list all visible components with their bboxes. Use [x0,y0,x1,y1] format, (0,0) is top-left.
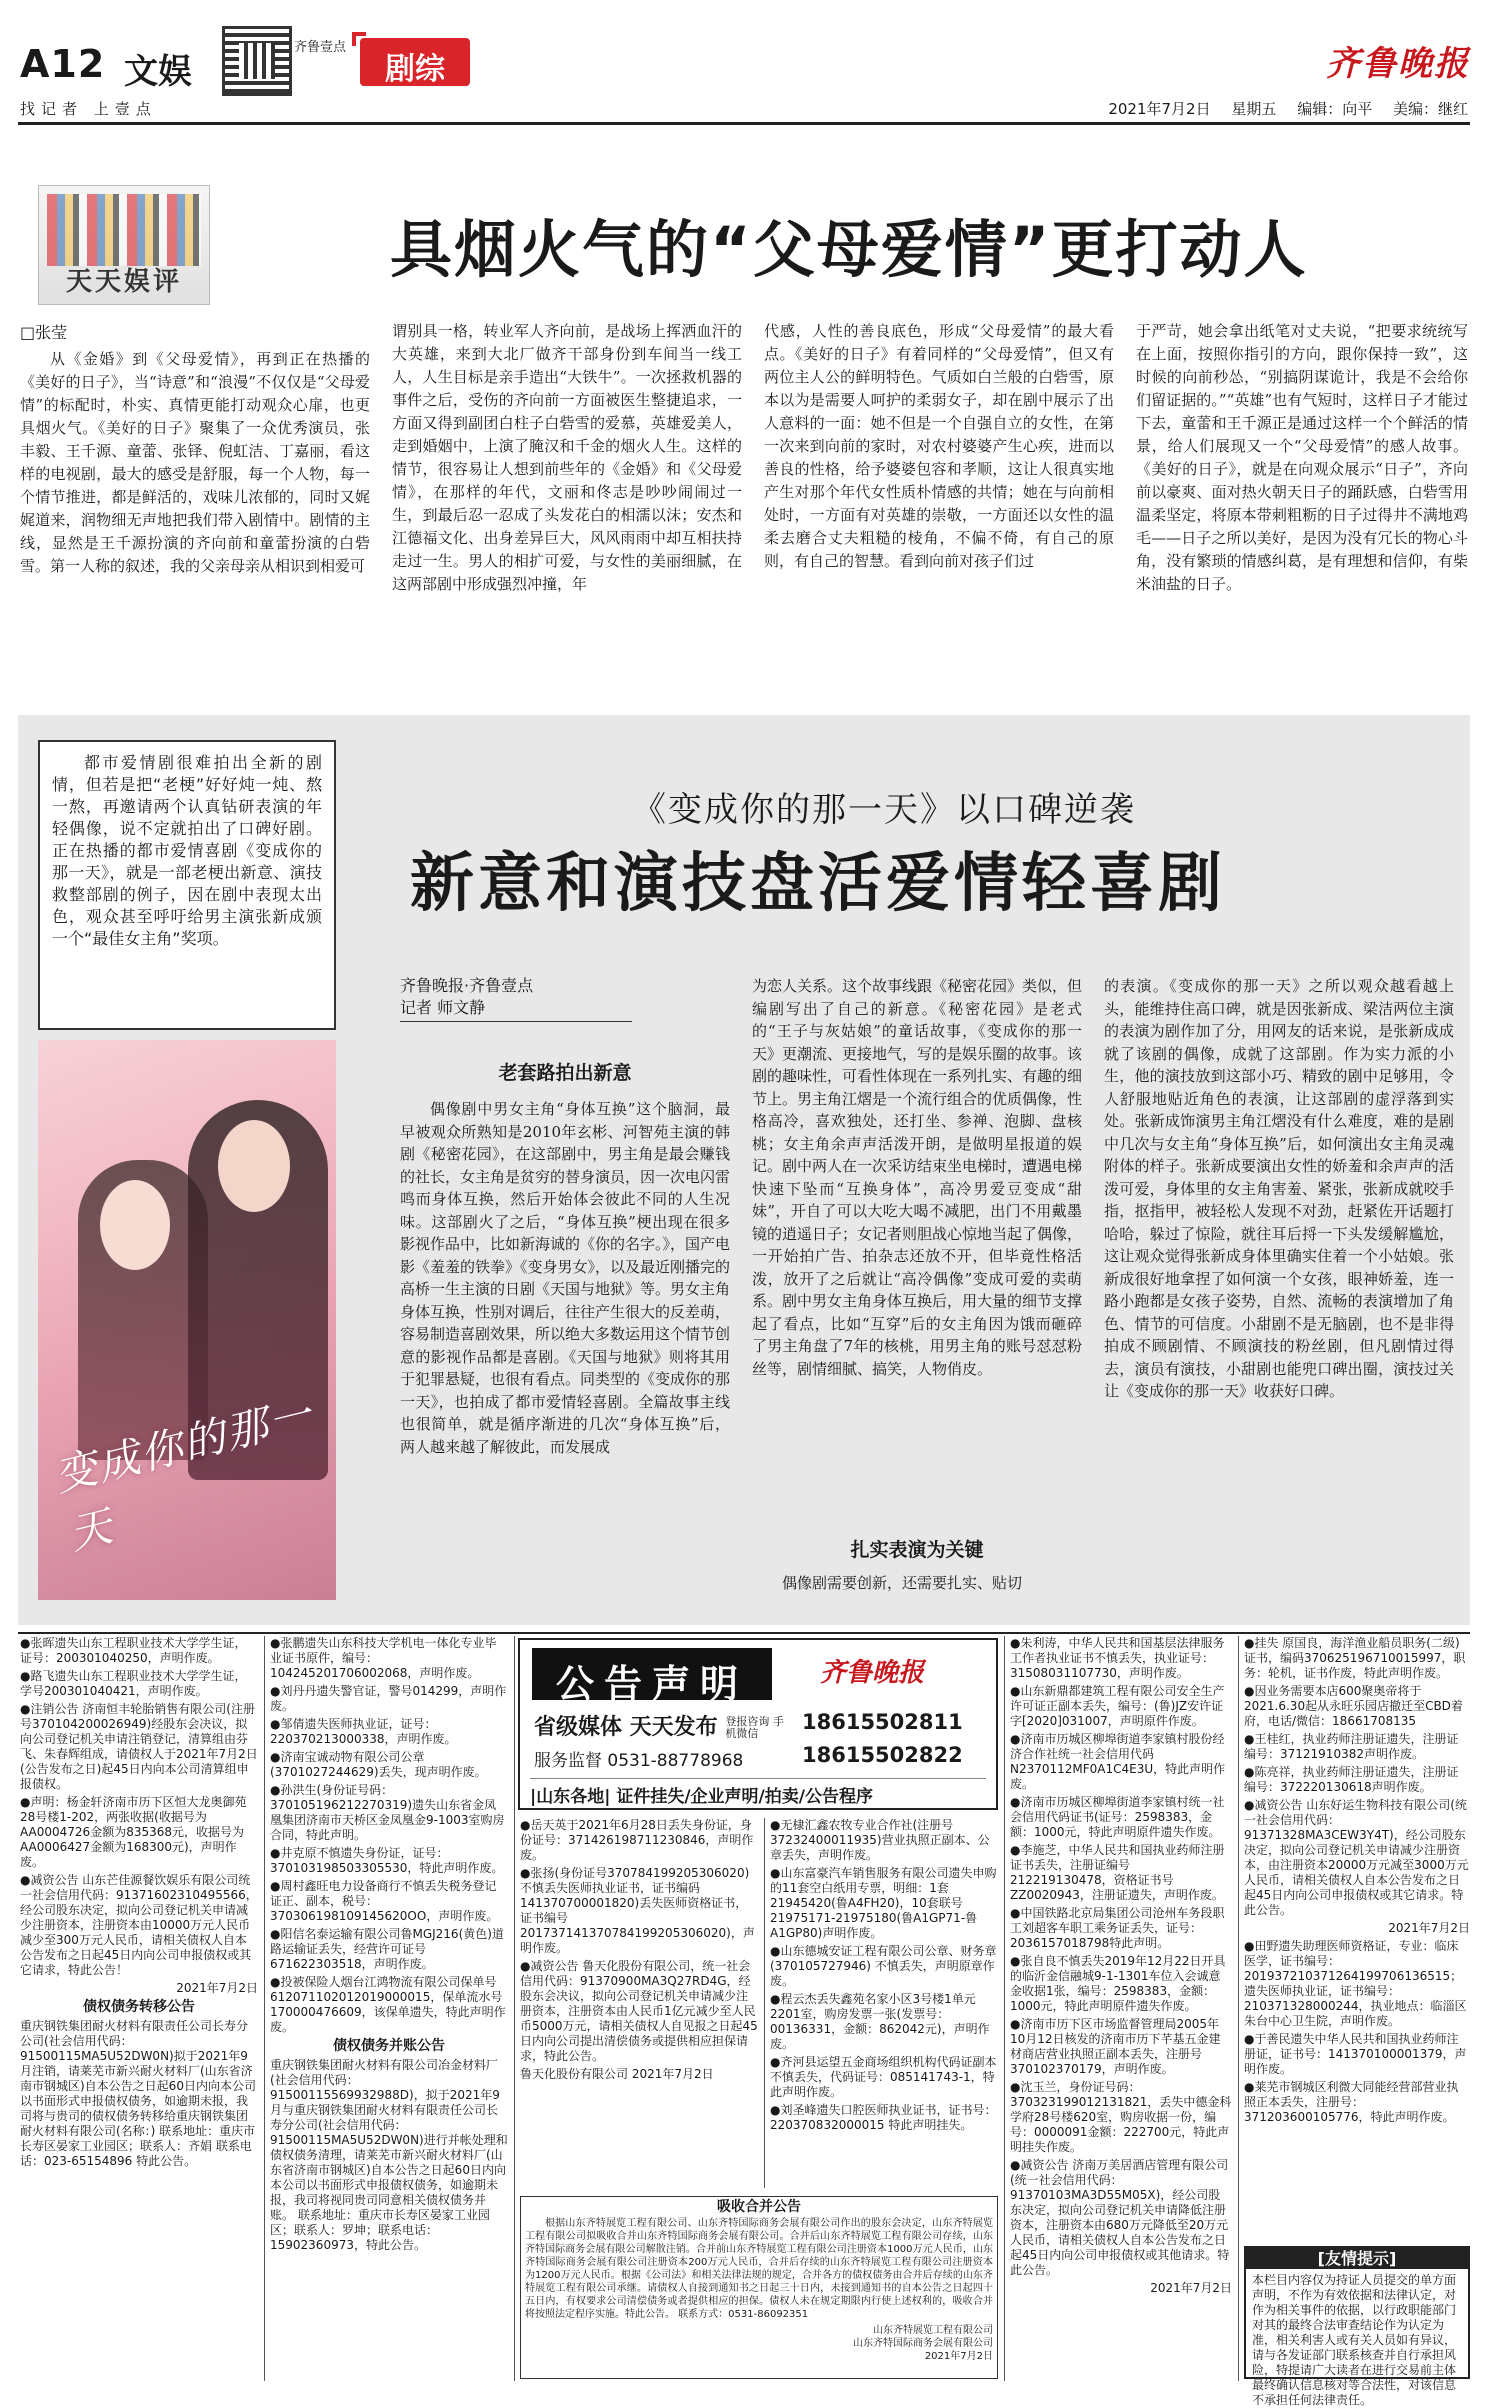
classified-item: ●张鹏遗失山东科技大学机电一体化专业毕业证书原件，编号：104245201706002068，声明作废。 [270,1636,497,1680]
newspaper-logo: 齐鲁晚报 [1326,44,1470,84]
article2-subhead-2: 扎实表演为关键 [850,1539,984,1561]
page-header [0,0,1488,125]
debt-merge-text: 重庆钢铁集团耐火材料有限公司冶金材料厂(社会信用代码：91500115569932988D)，拟于2021年9月与重庆钢铁集团耐火材料有限责任公司长寿分公司(社会信用代码：91500115MA5U52DW0N)进行并帐处理和债权债务清理，请莱芜市新兴耐火材料厂(山东省济南市钢城区)自本公告之日起60日内向本公司以书面形式申报债权债务，如逾期未报，我司将视同贵司同意相关债权债务并账。 联系地址：重庆市长寿区晏家工业园区；联系人：罗坤；联系电话：15902360973，特此公告。 [270,2058,508,2252]
classified-item: ●声明：杨金轩济南市历下区恒大龙奥御苑28号楼1-202，两张收据(收据号为AA0004726金额为835368元，收据号为AA0006427金额为168300元)，声明作废。 [20,1795,247,1869]
issue-date: 2021年7月2日 [1108,100,1211,118]
notice-banner-label: 公告声明 [555,1662,748,1706]
article1-headline: 具烟火气的“父母爱情”更打动人 [390,213,1308,286]
article2-intro: 都市爱情剧很难拍出全新的剧情，但若是把“老梗”好好炖一炖、熬一熬，再邀请两个认真钻研表演的年轻偶像，说不定就拍出了口碑好剧。正在热播的都市爱情喜剧《变成你的那一天》，就是一部老梗出新意、演技救整部剧的例子，因在剧中表现太出色，观众甚至呼吁给男主演张新成颁一个“最佳女主角”奖项。 [38,740,336,1030]
classified-item: ●张扬(身份证号370784199205306020)不慎丢失医师执业证书，证书编码141370700001820)丢失医师资格证书，证书编号201737141370784199205306020)，声明作废。 [520,1866,755,1955]
classified-item: ●张晖遗失山东工程职业技术大学学生证，证号：200301040250，声明作废。 [20,1636,247,1665]
debt-transfer-text: 重庆钢铁集团耐火材料有限责任公司长寿分公司(社会信用代码：91500115MA5U52DW0N)拟于2021年9月注销，请莱芜市新兴耐火材料厂(山东省济南市钢城区)自本公告之日起60日内向本公司以书面形式申报债权债务，如逾期未报，我司将与贵司的债权债务转移给重庆钢铁集团耐火材料有限公司(名称：) 联系地址：重庆市长寿区晏家工业园区；联系人：齐娟 联系电话：023-65154896 特此公告。 [20,2019,256,2168]
notice-ad-box [518,1638,998,1810]
classified-item: ●山东新鼎都建筑工程有限公司安全生产许可证正副本丢失，编号：(鲁)JZ安许证字[2020]031007，声明原件作废。 [1010,1684,1225,1728]
page-number: A12 [20,42,106,86]
column-banner-label: 天天娱评 [65,267,182,297]
classified-item: ●邹倩遗失医师执业证，证号：220370213000338，声明作废。 [270,1717,457,1746]
section-name: 文娱 [124,52,192,92]
classified-item: 2021年7月2日 [1388,1921,1470,1935]
debt-merge-title: 债权债务并账公告 [333,2038,445,2054]
notice-categories: |山东各地| 证件挂失/企业声明/拍卖/公告程序 [530,1778,986,1804]
ads-column-3 [520,1818,758,2188]
merger-notice-text: 根据山东齐特展览工程有限公司、山东齐特国际商务会展有限公司作出的股东会决定，山东齐特展览工程有限公司拟吸收合并山东齐特国际商务会展有限公司。合并后山东齐特展览工程有限公司存续，山东齐特国际商务会展有限公司解散注销。合并前山东齐特展览工程有限公司注册资本1000万元人民币，山东齐特国际商务会展有限公司注册资本200万元人民币，合并后存续的山东齐特展览工程有限公司注册资本为1200万元人民币。根据《公司法》和相关法律法规的规定，合并各方的债权债务由合并后存续的山东齐特展览工程有限公司承继。请债权人自接到通知书之日起三十日内，未接到通知书的自本公告之日起四十五日内，有权要求公司清偿债务或者提供相应的担保。债权人未在规定期限内行使上述权利的，吸收合并将按照法定程序实施。特此公告。 联系方式：0531-86092351 [525,2218,993,2320]
ads-rule [18,1632,1470,1634]
classified-item: ●齐河县运望五金商场组织机构代码证副本不慎丢失，代码证号：085141743-1，特此声明作废。 [770,2055,997,2099]
notice-phone[interactable]: 18615502811 [802,1710,963,1734]
classified-item: ●程云杰丢失鑫苑名家小区3号楼1单元2201室，购房发票一张(发票号：00136331，金额：862042元)，声明作废。 [770,1992,990,2051]
classified-item: ●减资公告 鲁天化股份有限公司，统一社会信用代码：91370900MA3Q27RD4G，经股东会决议，拟向公司登记机关申请减少注册资本，注册资本由人民币1亿元减少至人民币5000万元，请相关债权人自见报之日起45日内向公司提出清偿债务或提供相应担保请求，特此公告。 [520,1959,758,2063]
poster-face-male [218,1120,290,1212]
classified-item: ●因业务需要本店600聚奥帝将于2021.6.30起从永旺乐园店撤迁至CBD着府，电话/微信：18661708135 [1244,1684,1463,1728]
slogan: 找记者 上壹点 [20,100,157,118]
classified-item: ●济南宝诚动物有限公司公章(3701027244629)丢失，现声明作废。 [270,1750,487,1779]
classified-item: ●挂失 原国良，海洋渔业船员职务(二级)证书，编码370625196710015997，职务：轮机，证书作废，特此声明作废。 [1244,1636,1466,1680]
classified-item: ●减资公告 济南万美居酒店管理有限公司(统一社会信用代码：91370103MA3D55M05X)，经公司股东决定，拟向公司登记机关申请降低注册资本，注册资本由680万元降低至20万元人民币，请相关债权人自本公告发布之日起45日内向公司申报债权或其他请求。特此公告。 [1010,2158,1230,2277]
issue-weekday: 星期五 [1231,100,1277,118]
poster-title: 变成你的那一天 [49,1389,318,1559]
article1-col2: 谓别具一格，转业军人齐向前，是战场上挥洒血汗的大英雄，来到大北厂做齐干部身份到车间当一线工人，人生目标是亲手造出“大铁牛”。一次拯救机器的事件之后，受伤的齐向前一方面被医生整捷追求，一方面又得到副团白柱子白砦雪的爱慕，英雄爱美人，走到婚姻中，上演了腌汉和千金的烟火人生。这样的情节，很容易让人想到前些年的《金婚》和《父母爱情》，在那样的年代，文丽和佟志是吵吵闹闹过一生，到最后忍一忍成了头发花白的相濡以沫；安杰和江德福文化、出身差异巨大，风风雨雨中却互相扶持走过一生。男人的相扩可爱，与女性的美丽细腻，在这两部剧中形成强烈冲撞，年 [392,322,742,593]
classified-item: ●投被保险人烟台江鸿物流有限公司保单号612071102012019000015，保单流水号170000476609，该保单遗失，特此声明作废。 [270,1975,506,2034]
article1-col1: 从《金婚》到《父母爱情》，再到正在热播的《美好的日子》，当“诗意”和“浪漫”不仅仅是“父母爱情”的标配时，朴实、真情更能打动观众心扉，也更具烟火气。《美好的日子》聚集了一众优秀演员，张丰毅、王千源、童蕾、张铎、倪虹洁、丁嘉丽，看这样的电视剧，最大的感受是舒服，每一个人物，每一个情节推进，都是鲜活的，戏味儿浓郁的，同时又娓娓道来，润物细无声地把我们带入剧情中。剧情的主线，显然是王千源扮演的齐向前和童蕾扮演的白砦雪。第一人称的叙述，我的父亲母亲从相识到相爱可 [20,350,370,575]
article2-col2: 为恋人关系。这个故事线跟《秘密花园》类似，但编剧写出了自己的新意。《秘密花园》是老式的“王子与灰姑娘”的童话故事，《变成你的那一天》更潮流、更接地气，写的是娱乐圈的故事。该剧的趣味性，可看性体现在一系列扎实、有趣的细节上。男主角江熠是一个流行组合的优质偶像，性格高冷，喜欢独处，还打坐、参禅、泡脚、盘核桃；女主角余声声活泼开朗，是做明星报道的娱记。剧中两人在一次采访结束坐电梯时，遭遇电梯快速下坠而“互换身体”，高冷男爱豆变成“甜妹”，开自了可以大吃大喝不减肥，出门不用戴墨镜的逍遥日子；女记者则胆战心惊地当起了偶像，一开始拍广告、拍杂志还放不开，但毕竟性格活泼，放开了之后就让“高冷偶像”变成可爱的卖萌系。剧中男女主角身体互换后，用大量的细节支撑起了看点，比如“互穿”后的女主角因为饿而砸碎了男主角盘了7年的核桃，用男主角的账号怼怼粉丝等，剧情细腻、搞笑，人物俏皮。 [752,977,1083,1378]
ads-column-5 [1010,1636,1232,2381]
merger-notice-sign-2: 山东齐特国际商务会展有限公司 [853,2338,993,2349]
section-tag-label: 剧综 [385,52,445,87]
ads-divider [764,1818,765,2188]
notice-logo: 齐鲁晚报 [820,1658,925,1688]
ads-column-6 [1244,1636,1470,2236]
classified-item: ●张自良不慎丢失2019年12月22日开具的临沂金信融城9-1-1301车位入会诚意金收据1张，编号：2598383，金额：1000元，特此声明原件遗失作废。 [1010,1954,1226,2013]
classified-item: ●沈玉兰，身份证号码：370323199012131821，丢失中德金科学府28号楼620室，购房收据一份，编号：0000091金额：222700元，特此声明挂失作废。 [1010,2080,1232,2154]
classified-item: ●于善民遗失中华人民共和国执业药师注册证，证书号：141370100001379，声明作废。 [1244,2032,1467,2076]
drama-poster [38,1040,336,1600]
merger-notice-sign-1: 山东齐特展览工程有限公司 [873,2325,993,2336]
column-banner [38,185,210,305]
designer: 美编：继红 [1392,100,1468,118]
article1-col4: 于严苛，她会拿出纸笔对丈夫说，“把要求统统写在上面，按照你指引的方向，跟你保持一致”，这时候的向前秒怂，“别搞阴谋诡计，我是不会给你们留证据的。”“英雄”也有气短时，这样日子才能过下去，童蕾和王千源正是通过这样一个个鲜活的情景，给人们展现又一个“父母爱情”的感人故事。《美好的日子》，就是在向观众展示“日子”，齐向前以豪爽、面对热火朝天日子的踊跃感，白砦雪用温柔坚定，将原本带刺粗粝的日子过得井不满地鸡毛——日子之所以美好，是因为没有冗长的物心斗角，没有繁琐的情感纠葛，是有理想和信仰，有柴米油盐的日子。 [1136,322,1468,593]
poster-face-female [100,1180,170,1270]
friendly-reminder [1244,2246,1470,2407]
classified-item: ●中国铁路北京局集团公司沧州车务段职工刘超客车职工乘务证丢失，证号：2036157018798特此声明。 [1010,1906,1225,1950]
article2-col1: 偶像剧中男女主角“身体互换”这个脑洞，最早被观众所熟知是2010年玄彬、河智苑主演的韩剧《秘密花园》，在这部剧中，男主角是最会赚钱的社长，女主角是贫穷的替身演员，因一次电闪雷鸣而身体互换，然后开始体会彼此不同的人生况味。这部剧火了之后，“身体互换”梗出现在很多影视作品中，比如新海诚的《你的名字。》，国产电影《羞羞的铁拳》《变身男女》，以及最近刚播完的高桥一生主演的日剧《天国与地狱》等。男女主角身体互换，性别对调后，往往产生很大的反差萌，容易制造喜剧效果，所以绝大多数运用这个情节创意的影视作品都是喜剧。《天国与地狱》则将其用于犯罪悬疑，也很有看点。同类型的《变成你的那一天》，也拍成了都市爱情轻喜剧。全篇故事主线也很简单，就是循序渐进的几次“身体互换”后，两人越来越了解彼此，而发展成 [400,1100,731,1456]
classified-item: ●阳信名泰运输有限公司鲁MGJ216(黄色)道路运输证丢失，经营许可证号671622303518，声明作废。 [270,1927,504,1971]
byline-outlet: 齐鲁晚报·齐鲁壹点 [400,976,534,995]
classified-item: 2021年7月2日 [1150,2281,1232,2295]
classified-item: ●孙洪生(身份证号码：370105196212270319)遗失山东省金凤凰集团济南市天桥区金凤凰金9-1003室购房合同，特此声明。 [270,1783,505,1842]
notice-phone[interactable]: 18615502822 [802,1743,963,1767]
notice-service-line: 服务监督 0531-88778968 [534,1751,744,1771]
classified-item: ●王桂红，执业药师注册证遗失，注册证编号：37121910382声明作废。 [1244,1732,1459,1761]
ads-column-4 [770,1818,998,2188]
classified-item: ●刘圣峰遗失口腔医师执业证书，证书号：220370832000015 特此声明挂失。 [770,2103,997,2132]
ads-column-2 [270,1636,508,2381]
classified-item: ●减资公告 山东芒佳源餐饮娱乐有限公司统一社会信用代码：91371602310495566，经公司股东决定，拟向公司登记机关申请减少注册资本，注册资本由10000万元人民币减少至300万元人民币，请相关债权人自本公告发布之日起45日内向公司申报债权或其它请求，特此公告！ [20,1873,258,1977]
classified-item: ●减资公告 山东好运生物科技有限公司(统一社会信用代码：91371328MA3CEW3Y4T)，经公司股东决定，拟向公司登记机关申请减少注册资本，由注册资本20000万元减至3000万元人民币，请相关债权人自本公告发布之日起45日内向公司申报债权或其它请求。特此公告。 [1244,1798,1469,1917]
classified-item: ●莱芜市钢城区利微大同能经营部营业执照正本丢失，注册号：371203600105776，特此声明作废。 [1244,2080,1459,2124]
classified-item: ●济南市历下区市场监督管理局2005年10月12日核发的济南市历下芊基五金建材商店营业执照正副本丢失，注册号370102370179，声明作废。 [1010,2017,1221,2076]
byline-reporter: 记者 师文静 [400,998,486,1017]
merger-notice-date: 2021年7月2日 [924,2351,993,2362]
ads-divider [264,1636,265,2381]
notice-banner [532,1648,772,1706]
byline-rule [400,1021,632,1022]
article2-col3: 的表演。《变成你的那一天》之所以观众越看越上头，能维持住高口碑，就是因张新成、梁洁两位主演的表演为剧作加了分，用网友的话来说，是张新成成就了该剧的偶像，成就了这部剧。作为实力派的小生，他的演技放到这部小巧、精致的剧中足够用，令人舒服地贴近角色的表演，让这部剧的虚浮落到实处。张新成饰演男主角江熠没有什么难度，难的是剧中几次与女主角“身体互换”后，如何演出女主角灵魂附体的样子。张新成要演出女性的娇羞和余声声的活泼可爱，身体里的女主角害羞、紧张，张新成就咬手指，抠指甲，被轻松人发现不对劲，赶紧佐开话题打哈哈，躲过了惊险，就往耳后捋一下头发缓解尴尬，这让观众觉得张新成身体里确实住着一个小姑娘。张新成很好地拿捏了如何演一个女孩，眼神娇羞，连一路小跑都是女孩子姿势，自然、流畅的表演增加了角色、情节的可信度。小甜剧不是无脑剧，也不是非得拍成不顾剧情、不顾演技的粉丝剧，但凡剧情过得去，演员有演技，小甜剧也能兜口碑出圈，演技过关让《变成你的那一天》收获好口碑。 [1104,977,1454,1400]
friendly-reminder-title: [友情提示] [1246,2248,1468,2269]
classified-item: ●刘丹丹遗失警官证，警号014299，声明作废。 [270,1684,507,1713]
classified-item: ●路飞遗失山东工程职业技术大学学生证，学号200301040421，声明作废。 [20,1669,247,1698]
ads-divider [1004,1636,1005,2381]
issue-meta [1092,98,1468,119]
merger-notice-title: 吸收合并公告 [717,2199,801,2215]
classified-item: ●田野遗失助理医师资格证，专业：临床医学，证书编号：201937210371264199706136515；遗失医师执业证，证书编号：210371328000244，执业地点：临淄区朱台中心卫生院，声明作废。 [1244,1939,1467,2028]
editor: 编辑：向平 [1297,100,1373,118]
article2-subhead-1: 老套路拍出新意 [498,1062,632,1084]
notice-slogan [534,1710,785,1741]
header-rule [18,122,1470,125]
classified-item: ●李施芝，中华人民共和国执业药师注册证书丢失，注册证编号212219130478，资格证书号ZZ0020943，注册证遗失，声明作废。 [1010,1843,1225,1902]
debt-transfer-title: 债权债务转移公告 [83,1999,195,2015]
classified-item: ●注销公告 济南恒丰轮胎销售有限公司(注册号370104200026949)经股东会决议，拟向公司登记机关申请注销登记，清算组由芬飞、朱春辉组成，请债权人于2021年7月2日(公告发布之日)起45日内向本公司清算组申报债权。 [20,1702,258,1791]
ads-column-1 [20,1636,258,2381]
classified-item: ●岳天英于2021年6月28日丢失身份证，身份证号：371426198711230846，声明作废。 [520,1818,754,1862]
article2-byline [400,975,632,1022]
classified-item: ●周村鑫旺电力设备商行不慎丢失税务登记证正、副本，税号：370306198109145620OO，声明作废。 [270,1879,499,1923]
merger-notice [520,2196,998,2379]
classified-item: ●朱利涛，中华人民共和国基层法律服务工作者执业证书不慎丢失，执业证号：31508031107730，声明作废。 [1010,1636,1225,1680]
classified-item: ●济南市历城区柳埠街道李家镇村统一社会信用代码证书(证号：2598383，金额：1000元，特此声明原件遗失作废。 [1010,1795,1225,1839]
classified-item: 鲁天化股份有限公司 2021年7月2日 [520,2067,714,2081]
article2-kicker: 《变成你的那一天》以口碑逆袭 [632,790,1136,830]
classified-item: ●济南市历城区柳埠街道李家镇村股份经济合作社统一社会信用代码N2370112MF0A1C4E3U，特此声明作废。 [1010,1732,1226,1791]
article1-byline: □张莹 [20,323,68,342]
qr-code-icon[interactable] [222,26,292,96]
classified-item: ●山东德城安证工程有限公司公章、财务章(370105727946) 不慎丢失，声明原章作废。 [770,1944,997,1988]
classified-item: ●陈亮祥，执业药师注册证遗失，注册证编号：372220130618声明作废。 [1244,1765,1459,1794]
classified-item: ●无棣汇鑫农牧专业合作社(注册号37232400011935)营业执照正副本、公章丢失，声明作废。 [770,1818,990,1862]
qr-caption: 齐鲁壹点 [294,40,347,55]
classified-item: ●井克原不慎遗失身份证，证号：370103198503305530，特此声明作废。 [270,1846,504,1875]
section-tag [360,38,470,86]
article2-col2b: 偶像剧需要创新，还需要扎实、贴切 [782,1574,1023,1592]
classifieds-section [18,1636,1470,2407]
banner-image [47,194,201,266]
ads-divider [1238,1636,1239,2381]
classified-item: 2021年7月2日 [176,1981,258,1995]
friendly-reminder-text: 本栏目内容仅为持证人员提交的单方面声明，不作为有效依据和法律认定，对作为相关事件的依据，以行政职能部门对其的最终合法审查结论作为认定为准，相关利害人或有关人员如有异议，请与各发证部门联系核查并自行承担风险，特提请广大读者在进行交易前主体最终确认信息核对等合法性，对该信息不承担任何法律责任。 [1252,2273,1457,2407]
notice-slogan-text: 省级媒体 天天发布 [534,1715,718,1740]
article2-headline: 新意和演技盘活爱情轻喜剧 [410,847,1226,921]
ads-divider [514,1636,515,2381]
article1-col3: 代感，人性的善良底色，形成“父母爱情”的最大看点。《美好的日子》有着同样的“父母爱情”，但又有两位主人公的鲜明特色。气质如白兰般的白砦雪，原本以为是需要人呵护的柔弱女子，却在剧中展示了出人意料的一面：她不但是一个自强自立的女性，在第一次来到向前的家时，对农村婆婆产生心疾，进而以善良的性格，给予婆婆包容和孝顺，这让人很真实地产生对那个年代女性质朴情感的共情；她在与向前相处时，一方面有对英雄的崇敬，一方面还以女性的温柔去磨合丈夫粗糙的棱角，不偏不倚，有自己的原则，有自己的智慧。看到向前对孩子们过 [764,322,1114,570]
notice-contact-hint: 登报咨询 手机微信 [725,1715,784,1740]
classified-item: ●山东富豪汽车销售服务有限公司遗失申购的11套空白纸用专票，明细：1套21945420(鲁A4FH20)，10套联号21975171-21975180(鲁A1GP71-鲁A1GP80)声明作废。 [770,1866,997,1940]
